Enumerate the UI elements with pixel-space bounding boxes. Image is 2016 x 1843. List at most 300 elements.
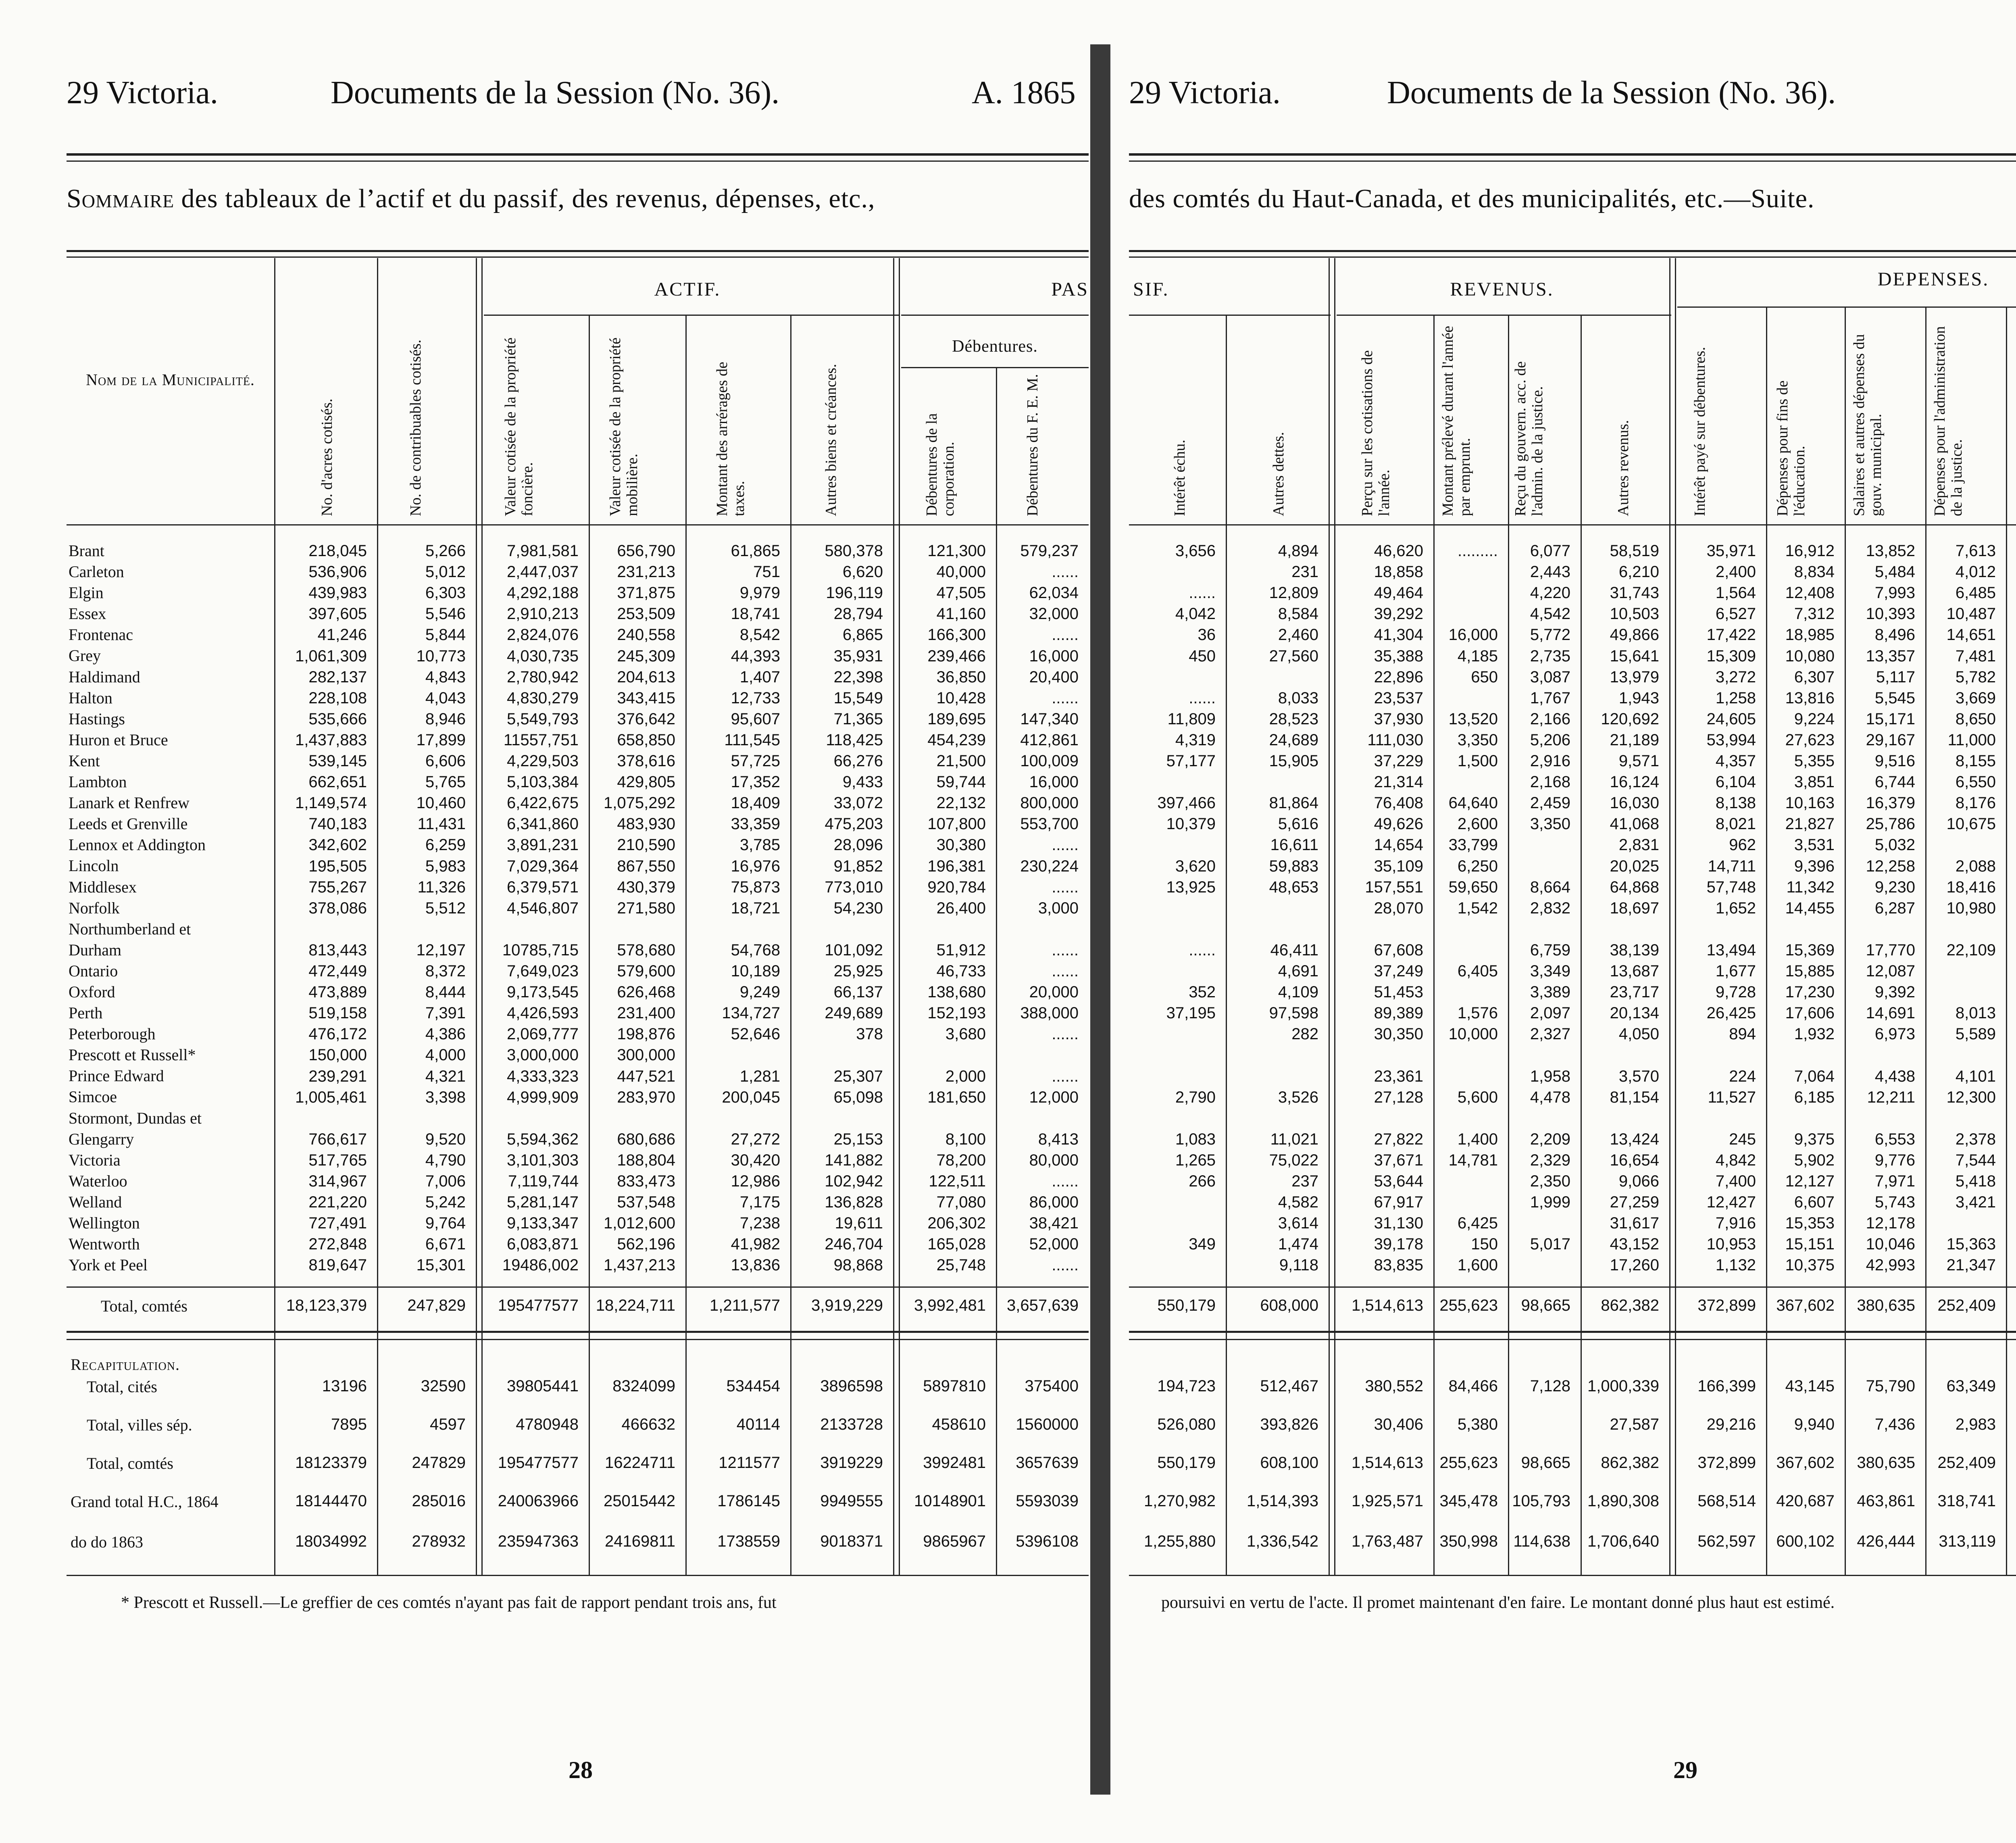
table-cell <box>2010 624 2016 645</box>
table-cell: 8,584 <box>1278 605 1318 623</box>
right-header-session: 29 Victoria. <box>1129 75 1281 110</box>
table-cell <box>2010 1213 2016 1234</box>
table-cell: 282,137 <box>308 668 367 686</box>
table-cell: 4,333,323 <box>507 1067 579 1085</box>
table-cell: 134,727 <box>722 1004 780 1022</box>
table-cell: 1,767 <box>1530 689 1570 707</box>
table-title-left <box>67 183 875 214</box>
table-cell: 11,809 <box>1167 710 1216 728</box>
table-cell: 101,092 <box>825 941 883 959</box>
table-cell: 9,728 <box>1715 983 1756 1001</box>
table-cell: 30,420 <box>731 1151 780 1169</box>
table-cell: 3,620 <box>1175 857 1216 875</box>
table-cell: 138,680 <box>927 983 986 1001</box>
table-row <box>0 1045 2016 1065</box>
table-cell: 27,623 <box>1785 731 1835 749</box>
table-cell: 800,000 <box>1020 794 1079 812</box>
table-cell: 13,836 <box>731 1256 780 1274</box>
table-cell: 6,553 <box>1874 1130 1915 1148</box>
table-cell: 4,426,593 <box>507 1004 579 1022</box>
group-header-debentures: Débentures. <box>952 337 1038 356</box>
table-cell: 49,464 <box>1374 584 1423 602</box>
table-cell: 813,443 <box>308 941 367 959</box>
total-cell: 1786145 <box>717 1492 780 1510</box>
table-cell: 9,979 <box>739 584 780 602</box>
total-cell: 1,211,577 <box>710 1297 780 1314</box>
total-bottom-rule-right-2 <box>1129 1339 2016 1340</box>
table-cell: 282 <box>1291 1025 1318 1043</box>
table-cell: 4,185 <box>1457 647 1498 665</box>
header-rule-right-2 <box>1129 161 2016 162</box>
table-cell: 9,433 <box>842 773 883 791</box>
table-cell: 3,389 <box>1530 983 1570 1001</box>
table-cell: 283,970 <box>617 1088 675 1106</box>
table-cell: 95,607 <box>731 710 780 728</box>
table-cell: 2,069,777 <box>507 1025 579 1043</box>
table-cell: 20,000 <box>1029 983 1079 1001</box>
table-cell: 31,130 <box>1374 1214 1423 1232</box>
table-cell: 2,166 <box>1530 710 1570 728</box>
table-cell: 39,292 <box>1374 605 1423 623</box>
table-cell: 9,571 <box>1618 752 1659 770</box>
total-cell: 4597 <box>430 1416 466 1433</box>
table-cell <box>2010 667 2016 688</box>
table-cell: 1,564 <box>1715 584 1756 602</box>
table-cell: 141,882 <box>825 1151 883 1169</box>
table-cell: 4,012 <box>1955 563 1996 581</box>
recap-row <box>0 1532 2016 1557</box>
table-cell: 9,173,545 <box>507 983 579 1001</box>
table-cell: 562,196 <box>617 1235 675 1253</box>
table-cell: 580,378 <box>825 542 883 560</box>
total-cell: 63,349 <box>1946 1377 1996 1395</box>
recap-label: Total, villes sép. <box>87 1416 192 1434</box>
recap-label: Grand total H.C., 1864 <box>71 1493 219 1511</box>
table-cell: 33,072 <box>833 794 883 812</box>
table-row <box>0 646 2016 667</box>
table-cell: 517,765 <box>308 1151 367 1169</box>
table-cell: 6,865 <box>842 626 883 644</box>
table-cell: 30,380 <box>936 836 986 854</box>
table-cell: 16,379 <box>1866 794 1915 812</box>
table-cell: 228,108 <box>308 689 367 707</box>
table-cell: 16,000 <box>1029 647 1079 665</box>
table-cell: 16,000 <box>1448 626 1498 644</box>
table-cell: 11,342 <box>1786 878 1835 896</box>
table-cell: 6,341,860 <box>507 815 579 833</box>
table-cell: 40,000 <box>936 563 986 581</box>
table-cell: 39,178 <box>1374 1235 1423 1253</box>
table-cell: 1,999 <box>1530 1193 1570 1211</box>
footnote-right: poursuivi en vertu de l'acte. Il promet maintenant d'en faire. Le montant donné plus haut est estimé. <box>1161 1593 1835 1612</box>
table-cell: 656,790 <box>617 542 675 560</box>
table-cell: 5,844 <box>425 626 466 644</box>
table-cell: 196,119 <box>826 584 883 602</box>
table-cell: 231,213 <box>617 563 675 581</box>
municipality-name: Halton <box>69 688 112 707</box>
table-cell: 4,101 <box>1955 1067 1996 1085</box>
table-cell: 272,848 <box>308 1235 367 1253</box>
table-cell: 14,781 <box>1448 1151 1498 1169</box>
table-cell: 18,741 <box>731 605 780 623</box>
table-cell: 12,986 <box>731 1172 780 1190</box>
table-cell: 78,200 <box>936 1151 986 1169</box>
total-cell: 255,623 <box>1439 1454 1498 1472</box>
table-cell: 11,000 <box>1947 731 1996 749</box>
table-cell: 12,300 <box>1946 1088 1996 1106</box>
table-cell: 25,748 <box>936 1256 986 1274</box>
table-cell: 5,206 <box>1530 731 1570 749</box>
table-cell: 10,046 <box>1866 1235 1915 1253</box>
table-cell: 5,983 <box>425 857 466 875</box>
table-top-rule-left <box>67 250 1089 252</box>
table-row <box>0 751 2016 771</box>
total-cell: 166,399 <box>1697 1377 1756 1395</box>
table-cell: 9,392 <box>1874 983 1915 1001</box>
table-cell: 41,246 <box>317 626 367 644</box>
table-row <box>0 834 2016 855</box>
table-row <box>0 898 2016 919</box>
table-cell: 11,021 <box>1270 1130 1318 1148</box>
table-cell: 24,605 <box>1706 710 1756 728</box>
table-cell: 439,983 <box>308 584 367 602</box>
table-cell: 15,641 <box>1610 647 1659 665</box>
table-cell: 83,835 <box>1374 1256 1423 1274</box>
table-cell: 473,889 <box>308 983 367 1001</box>
table-cell: 450 <box>1189 647 1216 665</box>
table-cell: 24,689 <box>1269 731 1318 749</box>
table-cell: 13,520 <box>1448 710 1498 728</box>
table-cell: 376,642 <box>617 710 675 728</box>
table-cell: 52,646 <box>731 1025 780 1043</box>
table-cell: 5,512 <box>425 899 466 917</box>
total-cell: 7,128 <box>1530 1377 1570 1395</box>
table-cell: 28,070 <box>1374 899 1423 917</box>
table-cell: 536,906 <box>308 563 367 581</box>
municipality-name: Elgin <box>69 584 104 602</box>
table-cell: 1,542 <box>1457 899 1498 917</box>
table-cell: 833,473 <box>617 1172 675 1190</box>
table-cell: 46,411 <box>1270 941 1318 959</box>
col-header-valeur-fonciere: Valeur cotisée de la propriété foncière. <box>502 337 536 516</box>
total-cell: 2,983 <box>1955 1416 1996 1433</box>
table-cell: 48,653 <box>1269 878 1318 896</box>
table-cell: 6,485 <box>1955 584 1996 602</box>
total-cell: 393,826 <box>1260 1416 1318 1433</box>
total-cell: 105,793 <box>1512 1492 1570 1510</box>
table-cell: 4,042 <box>1175 605 1216 623</box>
table-cell: 198,876 <box>617 1025 675 1043</box>
table-cell: 3,398 <box>425 1088 466 1106</box>
table-cell: 66,137 <box>833 983 883 1001</box>
table-cell: 13,424 <box>1610 1130 1659 1148</box>
table-cell: 21,189 <box>1610 731 1659 749</box>
table-cell <box>2010 877 2016 898</box>
table-cell: 4,292,188 <box>507 584 579 602</box>
table-cell: 10,953 <box>1706 1235 1756 1253</box>
table-cell: 5,902 <box>1794 1151 1835 1169</box>
table-cell <box>2010 709 2016 730</box>
table-cell: 962 <box>1729 836 1756 854</box>
table-cell: 12,733 <box>731 689 780 707</box>
table-cell <box>2010 751 2016 771</box>
table-cell: 2,097 <box>1530 1004 1570 1022</box>
table-cell: 37,930 <box>1374 710 1423 728</box>
table-cell: 16,611 <box>1270 836 1318 854</box>
table-cell: 28,523 <box>1269 710 1318 728</box>
debentures-rule <box>901 367 1089 368</box>
table-cell: 6,259 <box>425 836 466 854</box>
table-cell: 80,000 <box>1029 1151 1079 1169</box>
total-cell: 16224711 <box>605 1454 675 1472</box>
table-cell: 17,230 <box>1785 983 1835 1001</box>
table-cell: 18,416 <box>1946 878 1996 896</box>
total-cell: 9949555 <box>820 1492 883 1510</box>
table-cell: 16,124 <box>1610 773 1659 791</box>
total-cell: 5,380 <box>1457 1416 1498 1433</box>
total-cell: 1,925,571 <box>1352 1492 1423 1510</box>
table-cell: 27,259 <box>1610 1193 1659 1211</box>
table-cell: 43,152 <box>1610 1235 1659 1253</box>
table-cell: 2,824,076 <box>507 626 579 644</box>
municipality-name: Brant <box>69 542 104 560</box>
table-cell: 13,925 <box>1166 878 1216 896</box>
table-cell: ...... <box>1189 584 1216 602</box>
table-cell: 3,000,000 <box>507 1046 579 1064</box>
table-cell: 120,692 <box>1601 710 1659 728</box>
col-header-debentures-fem: Débentures du F. E. M. <box>1024 374 1041 516</box>
group-rule-sif <box>1129 315 1331 316</box>
table-cell: 8,155 <box>1955 752 1996 770</box>
table-cell: 1,600 <box>1457 1256 1498 1274</box>
table-cell: 245 <box>1729 1130 1756 1148</box>
table-cell: 188,804 <box>617 1151 675 1169</box>
table-cell: 3,656 <box>1175 542 1216 560</box>
total-cell: 195477577 <box>498 1297 579 1314</box>
total-cell: 463,861 <box>1857 1492 1915 1510</box>
table-cell: 1,652 <box>1715 899 1756 917</box>
municipality-name: Lanark et Renfrew <box>69 794 190 812</box>
table-cell: 6,620 <box>842 563 883 581</box>
table-cell: 2,329 <box>1530 1151 1570 1169</box>
table-cell <box>2010 961 2016 982</box>
table-cell: 12,408 <box>1785 584 1835 602</box>
table-cell: 57,725 <box>731 752 780 770</box>
table-cell: 31,743 <box>1610 584 1659 602</box>
table-cell: 4,357 <box>1715 752 1756 770</box>
table-cell: ...... <box>1052 689 1079 707</box>
table-cell: 539,145 <box>308 752 367 770</box>
total-cell: 27,587 <box>1610 1416 1659 1433</box>
table-cell: 71,365 <box>833 710 883 728</box>
table-cell: 22,896 <box>1374 668 1423 686</box>
total-cell: 562,597 <box>1697 1532 1756 1550</box>
total-cell: 372,899 <box>1697 1297 1756 1314</box>
municipality-name: York et Peel <box>69 1256 148 1274</box>
table-row <box>0 1192 2016 1213</box>
total-cell: 1,270,982 <box>1144 1492 1216 1510</box>
table-cell: 4,229,503 <box>507 752 579 770</box>
table-cell <box>2010 1087 2016 1108</box>
table-cell: 2,209 <box>1530 1130 1570 1148</box>
table-cell: 18,409 <box>731 794 780 812</box>
table-cell: 3,891,231 <box>507 836 579 854</box>
table-cell <box>2010 540 2016 561</box>
table-cell: 15,301 <box>416 1256 466 1274</box>
table-cell: 37,671 <box>1374 1151 1423 1169</box>
table-cell: 21,347 <box>1946 1256 1996 1274</box>
table-cell: 2,378 <box>1955 1130 1996 1148</box>
municipality-name: Kent <box>69 751 100 770</box>
table-cell: 6,379,571 <box>507 878 579 896</box>
table-cell: 5,589 <box>1955 1025 1996 1043</box>
municipality-name: Victoria <box>69 1151 121 1169</box>
table-cell: 6,077 <box>1530 542 1570 560</box>
table-cell: 29,167 <box>1866 731 1915 749</box>
table-cell: 81,864 <box>1269 794 1318 812</box>
table-cell: 727,491 <box>308 1214 367 1232</box>
table-cell: 1,132 <box>1715 1256 1756 1274</box>
table-cell: 6,104 <box>1715 773 1756 791</box>
table-cell: 4,109 <box>1278 983 1318 1001</box>
total-cell: 235947363 <box>498 1532 579 1550</box>
table-cell: 755,267 <box>308 878 367 896</box>
table-cell: 662,651 <box>308 773 367 791</box>
table-cell: 230,224 <box>1020 857 1079 875</box>
table-cell: 27,272 <box>731 1130 780 1148</box>
table-cell: 57,748 <box>1706 878 1756 896</box>
table-cell: 5,484 <box>1874 563 1915 581</box>
table-cell: 5,281,147 <box>507 1193 579 1211</box>
left-header-title: Documents de la Session (No. 36). <box>331 75 780 110</box>
table-cell: 4,319 <box>1175 731 1216 749</box>
total-cell: 25015442 <box>604 1492 675 1510</box>
total-cell: 8324099 <box>612 1377 675 1395</box>
total-cell: 380,635 <box>1857 1454 1915 1472</box>
table-cell: 8,021 <box>1715 815 1756 833</box>
table-row <box>0 961 2016 982</box>
table-cell: 9,230 <box>1874 878 1915 896</box>
table-cell: 17,260 <box>1610 1256 1659 1274</box>
table-cell: 8,664 <box>1530 878 1570 896</box>
table-cell: 9,249 <box>739 983 780 1001</box>
total-cell: 608,000 <box>1260 1297 1318 1314</box>
total-cell: 98,665 <box>1521 1297 1570 1314</box>
table-cell: 20,134 <box>1610 1004 1659 1022</box>
table-cell: 65,098 <box>833 1088 883 1106</box>
table-cell: 3,087 <box>1530 668 1570 686</box>
table-cell: ......... <box>1457 542 1498 560</box>
total-cell: 1738559 <box>717 1532 780 1550</box>
col-header-interet-echu: Intérêt échu. <box>1171 440 1188 516</box>
table-cell: 38,421 <box>1029 1214 1079 1232</box>
table-cell: 7,544 <box>1955 1151 1996 1169</box>
table-cell: 4,386 <box>425 1025 466 1043</box>
table-cell: 37,249 <box>1374 962 1423 980</box>
table-cell: 2,460 <box>1278 626 1318 644</box>
table-cell: 21,827 <box>1785 815 1835 833</box>
total-cell: 255,623 <box>1439 1297 1498 1314</box>
table-cell: 397,466 <box>1157 794 1216 812</box>
table-cell: 472,449 <box>308 962 367 980</box>
table-cell: 15,885 <box>1785 962 1835 980</box>
table-cell: 7,613 <box>1955 542 1996 560</box>
table-cell: 1,400 <box>1457 1130 1498 1148</box>
total-cell: 1,763,487 <box>1352 1532 1423 1550</box>
total-cell: 3919229 <box>820 1454 883 1472</box>
table-cell: 54,768 <box>731 941 780 959</box>
table-cell: 30,350 <box>1374 1025 1423 1043</box>
total-cell: 526,080 <box>1157 1416 1216 1433</box>
municipality-name: Glengarry <box>69 1130 134 1148</box>
recap-heading: Recapitulation. <box>71 1355 180 1374</box>
header-bottom-rule-left <box>67 524 1089 525</box>
table-row <box>0 667 2016 688</box>
table-cell: 6,607 <box>1794 1193 1835 1211</box>
table-cell: ...... <box>1052 626 1079 644</box>
col-header-contribuables: No. de contribuables cotisés. <box>407 340 424 516</box>
recap-bottom-rule-left <box>67 1575 1089 1576</box>
table-cell: 121,300 <box>927 542 986 560</box>
table-row <box>0 1213 2016 1234</box>
total-cell: 252,409 <box>1937 1297 1996 1314</box>
table-cell: 23,361 <box>1374 1067 1423 1085</box>
recap-row <box>0 1377 2016 1401</box>
table-cell: 894 <box>1729 1025 1756 1043</box>
total-cell: 7,436 <box>1874 1416 1915 1433</box>
table-cell: 2,832 <box>1530 899 1570 917</box>
table-cell: 314,967 <box>308 1172 367 1190</box>
total-row <box>0 1297 2016 1321</box>
table-cell: 17,606 <box>1785 1004 1835 1022</box>
table-cell <box>2010 1003 2016 1024</box>
total-cell: 1,000,339 <box>1587 1377 1659 1395</box>
table-cell: 42,993 <box>1866 1256 1915 1274</box>
table-row <box>0 709 2016 730</box>
table-cell: 5,418 <box>1955 1172 1996 1190</box>
total-cell: 3657639 <box>1016 1454 1079 1472</box>
table-cell: 98,868 <box>833 1256 883 1274</box>
table-cell: 7,981,581 <box>507 542 579 560</box>
table-cell: 6,527 <box>1715 605 1756 623</box>
table-cell: 7,400 <box>1715 1172 1756 1190</box>
table-cell: 447,521 <box>617 1067 675 1085</box>
table-cell: 7,006 <box>425 1172 466 1190</box>
table-cell: 7,993 <box>1874 584 1915 602</box>
table-cell: 18,697 <box>1610 899 1659 917</box>
table-cell: 16,654 <box>1610 1151 1659 1169</box>
table-cell: 51,912 <box>936 941 986 959</box>
table-cell: 6,287 <box>1874 899 1915 917</box>
table-cell: 27,560 <box>1269 647 1318 665</box>
total-cell: 1211577 <box>719 1454 780 1472</box>
table-cell: 249,689 <box>825 1004 883 1022</box>
table-cell: 3,350 <box>1530 815 1570 833</box>
table-cell: 9,776 <box>1874 1151 1915 1169</box>
table-cell: 3,421 <box>1955 1193 1996 1211</box>
recap-label: Total, cités <box>87 1378 157 1396</box>
total-cell: 98,665 <box>1521 1454 1570 1472</box>
table-cell: 1,061,309 <box>295 647 367 665</box>
table-cell: 5,032 <box>1874 836 1915 854</box>
table-cell <box>2010 561 2016 582</box>
table-cell: 59,883 <box>1269 857 1318 875</box>
total-cell <box>2010 1297 2016 1315</box>
table-cell: 3,526 <box>1278 1088 1318 1106</box>
table-cell: 378,086 <box>308 899 367 917</box>
table-row <box>0 1255 2016 1276</box>
table-cell: 1,075,292 <box>604 794 675 812</box>
